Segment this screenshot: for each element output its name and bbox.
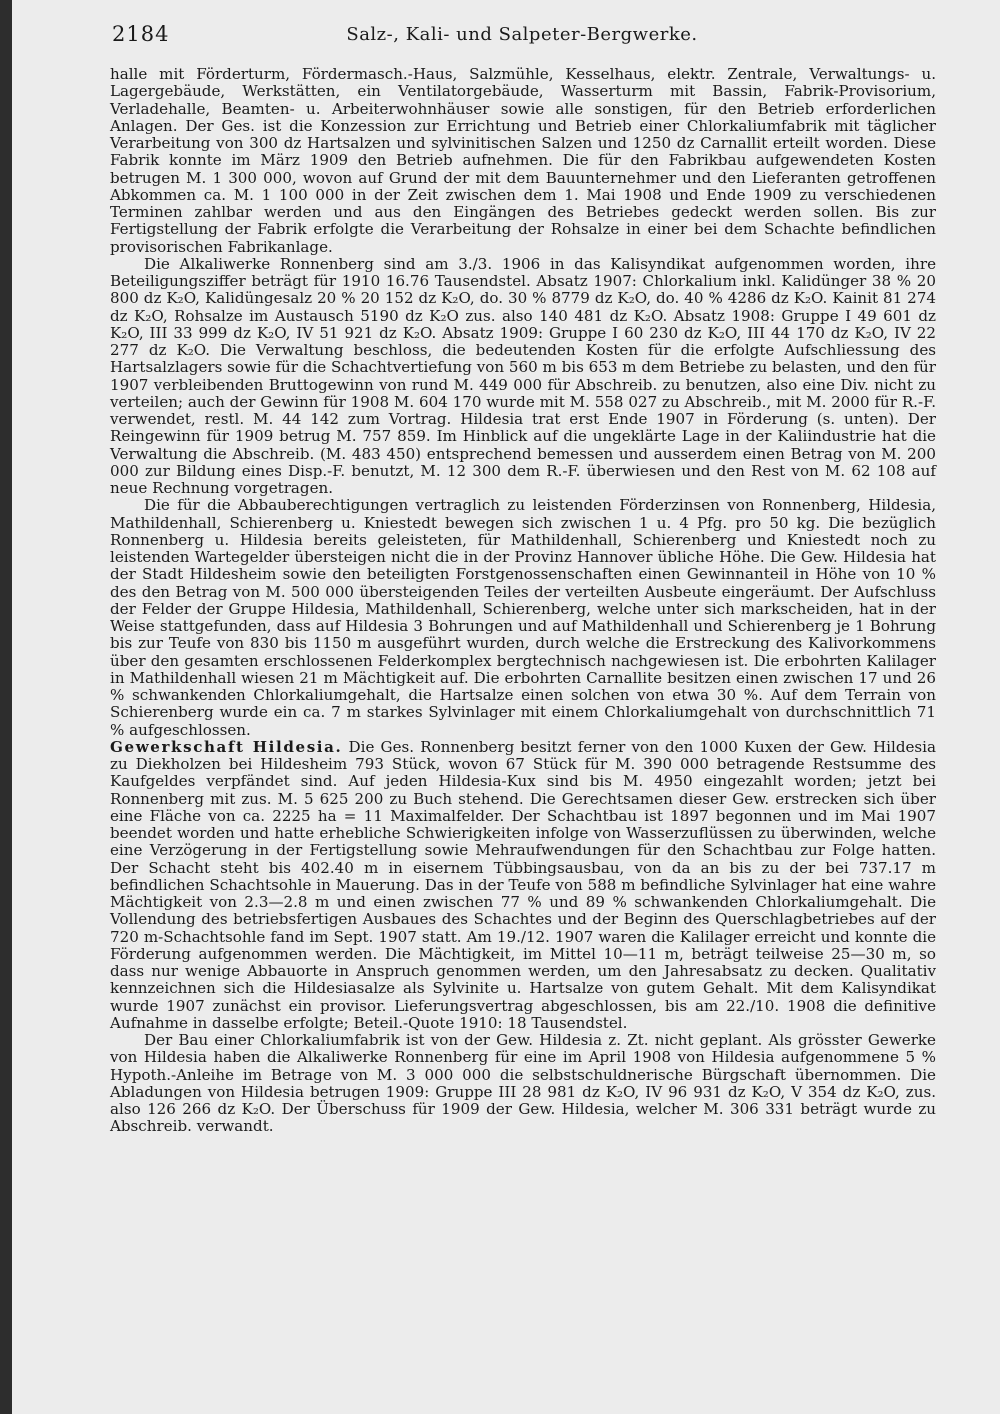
page-number: 2184 [112,22,170,46]
scan-edge [0,0,12,1414]
paragraph-facilities: halle mit Förderturm, Fördermasch.-Haus, Salzmühle, Kesselhaus, elektr. Zentrale, Verwaltungs- u. Lagergebäude, Werkstätten, ein Ventilatorgebäude, Wasserturm mit Bassin, Fabrik-Provisorium, Verladehalle, Beamten- u. Arbeiterwohnhäuser sowie alle sonstigen, für den Betrieb erforderlichen Anlagen. Der Ges. ist die Konzession zur Errichtung und Betrieb einer Chlorkaliumfabrik mit täglicher Verarbeitung von 300 dz Hartsalzen und sylvinitischen Salzen und 1250 dz Carnallit erteilt worden. Diese Fabrik konnte im März 1909 den Betrieb aufnehmen. Die für den Fabrikbau aufgewendeten Kosten betrugen M. 1 300 000, wovon auf Grund der mit dem Bauunternehmer und den Lieferanten getroffenen Abkommen ca. M. 1 100 000 in der Zeit zwischen dem 1. Mai 1908 und Ende 1909 zu verschiedenen Terminen zahlbar werden und aus den Eingängen des Betriebes gedeckt werden sollen. Bis zur Fertigstellung der Fabrik erfolgte die Verarbeitung der Rohsalze in einer bei dem Schachte befindlichen provisorischen Fabrikanlage. [110,65,936,256]
running-title: Salz-, Kali- und Salpeter-Bergwerke. [346,24,698,45]
paragraph-hildesia-text: Die Ges. Ronnenberg besitzt ferner von den 1000 Kuxen der Gew. Hildesia zu Diekholzen bei Hildesheim 793 Stück, wovon 67 Stück für M. 390 000 betragende Restsumme des Kaufgeldes verpfändet sind. Auf jeden Hildesia-Kux sind bis M. 4950 eingezahlt worden; jetzt bei Ronnenberg mit zus. M. 5 625 200 zu Buch stehend. Die Gerechtsamen dieser Gew. erstrecken sich über eine Fläche von ca. 2225 ha = 11 Maximalfelder. Der Schachtbau ist 1897 begonnen und im Mai 1907 beendet worden und hatte erhebliche Schwierigkeiten infolge von Wasserzuflüssen zu überwinden, welche eine Verzögerung in der Fertigstellung sowie Mehraufwendungen für den Schachtbau zur Folge hatten. Der Schacht steht bis 402.40 m in eisernem Tübbingsausbau, von da an bis zu der bei 737.17 m befindlichen Schachtsohle in Mauerung. Das in der Teufe von 588 m befindliche Sylvinlager hat eine wahre Mächtigkeit von 2.3—2.8 m und einen zwischen 77 % und 89 % schwankenden Chlorkaliumgehalt. Die Vollendung des betriebsfertigen Ausbaues des Schachtes und der Beginn des Querschlagbetriebes auf der 720 m-Schachtsohle fand im Sept. 1907 statt. Am 19./12. 1907 waren die Kalilager erreicht und konnte die Förderung aufgenommen werden. Die Mächtigkeit, im Mittel 10—11 m, beträgt teilweise 25—30 m, so dass nur wenige Abbauorte in Anspruch genommen werden, um den Jahresabsatz zu decken. Qualitativ kennzeichnen sich die Hildesiasalze als Sylvinite u. Hartsalze von gutem Gehalt. Mit dem Kalisyndikat wurde 1907 zunächst ein provisor. Lieferungsvertrag abgeschlossen, bis am 22./10. 1908 die definitive Aufnahme in dasselbe erfolgte; Beteil.-Quote 1910: 18 Tausendstel. [110,737,937,1032]
section-heading: Gewerkschaft Hildesia. [110,737,343,756]
paragraph-foerderzinsen: Die für die Abbauberechtigungen vertraglich zu leistenden Förderzinsen von Ronnenberg, Hildesia, Mathildenhall, Schierenberg u. Kniestedt bewegen sich zwischen 1 u. 4 Pfg. pro 50 kg. Die bezüglich Ronnenberg u. Hildesia bereits geleisteten, für Mathildenhall, Schierenberg und Kniestedt noch zu leistenden Wartegelder übersteigen nicht die in der Provinz Hannover übliche Höhe. Die Gew. Hildesia hat der Stadt Hildesheim sowie den beteiligten Forstgenossenschaften einen Gewinnanteil in Höhe von 10 % des den Betrag von M. 500 000 übersteigenden Teiles der verteilten Ausbeute eingeräumt. Der Aufschluss der Felder der Gruppe Hildesia, Mathildenhall, Schierenberg, welche unter sich markscheiden, hat in der Weise stattgefunden, dass auf Hildesia 3 Bohrungen und auf Mathildenhall und Schierenberg je 1 Bohrung bis zur Teufe von 830 bis 1150 m ausgeführt wurden, durch welche die Erstreckung des Kalivorkommens über den gesamten erschlossenen Felderkomplex bergtechnisch nachgewiesen ist. Die erbohrten Kalilager in Mathildenhall wiesen 21 m Mächtigkeit auf. Die erbohrten Carnallite besitzen einen zwischen 17 und 26 % schwankenden Chlorkaliumgehalt, die Hartsalze einen solchen von etwa 30 %. Auf dem Terrain von Schierenberg wurde ein ca. 7 m starkes Sylvinlager mit einem Chlorkaliumgehalt von durchschnittlich 71 % aufgeschlossen. [110,496,936,739]
paragraph-chlorkaliumfabrik: Der Bau einer Chlorkaliumfabrik ist von der Gew. Hildesia z. Zt. nicht geplant. Als grösster Gewerke von Hildesia haben die Alkaliwerke Ronnenberg für eine im April 1908 von Hildesia aufgenommene 5 % Hypoth.-Anleihe im Betrage von M. 3 000 000 die selbstschuldnerische Bürgschaft übernommen. Die Abladungen von Hildesia betrugen 1909: Gruppe III 28 981 dz K₂O, IV 96 931 dz K₂O, V 354 dz K₂O, zus. also 126 266 dz K₂O. Der Überschuss für 1909 der Gew. Hildesia, welcher M. 306 331 beträgt wurde zu Abschreib. verwandt. [110,1031,936,1136]
page-header [112,22,932,48]
paragraph-alkaliwerke: Die Alkaliwerke Ronnenberg sind am 3./3. 1906 in das Kalisyndikat aufgenommen worden, ihre Beteiligungsziffer beträgt für 1910 16.76 Tausendstel. Absatz 1907: Chlorkalium inkl. Kalidünger 38 % 20 800 dz K₂O, Kalidüngesalz 20 % 20 152 dz K₂O, do. 30 % 8779 dz K₂O, do. 40 % 4286 dz K₂O. Kainit 81 274 dz K₂O, Rohsalze im Austausch 5190 dz K₂O zus. also 140 481 dz K₂O. Absatz 1908: Gruppe I 49 601 dz K₂O, III 33 999 dz K₂O, IV 51 921 dz K₂O. Absatz 1909: Gruppe I 60 230 dz K₂O, III 44 170 dz K₂O, IV 22 277 dz K₂O. Die Verwaltung beschloss, die bedeutenden Kosten für die erfolgte Aufschliessung des Hartsalzlagers sowie für die Schachtvertiefung von 560 m bis 653 m dem Betriebe zu belasten, und den für 1907 verbleibenden Bruttogewinn von rund M. 449 000 für Abschreib. zu benutzen, also eine Div. nicht zu verteilen; auch der Gewinn für 1908 M. 604 170 wurde mit M. 558 027 zu Abschreib., mit M. 2000 für R.-F. verwendet, restl. M. 44 142 zum Vortrag. Hildesia trat erst Ende 1907 in Förderung (s. unten). Der Reingewinn für 1909 betrug M. 757 859. Im Hinblick auf die ungeklärte Lage in der Kaliindustrie hat die Verwaltung die Abschreib. (M. 483 450) entsprechend bemessen und ausserdem einen Betrag von M. 200 000 zur Bildung eines Disp.-F. benutzt, M. 12 300 dem R.-F. überwiesen und den Rest von M. 62 108 auf neue Rechnung vorgetragen. [110,254,936,497]
paragraph-hildesia [110,739,936,1032]
body-text [110,66,936,1136]
